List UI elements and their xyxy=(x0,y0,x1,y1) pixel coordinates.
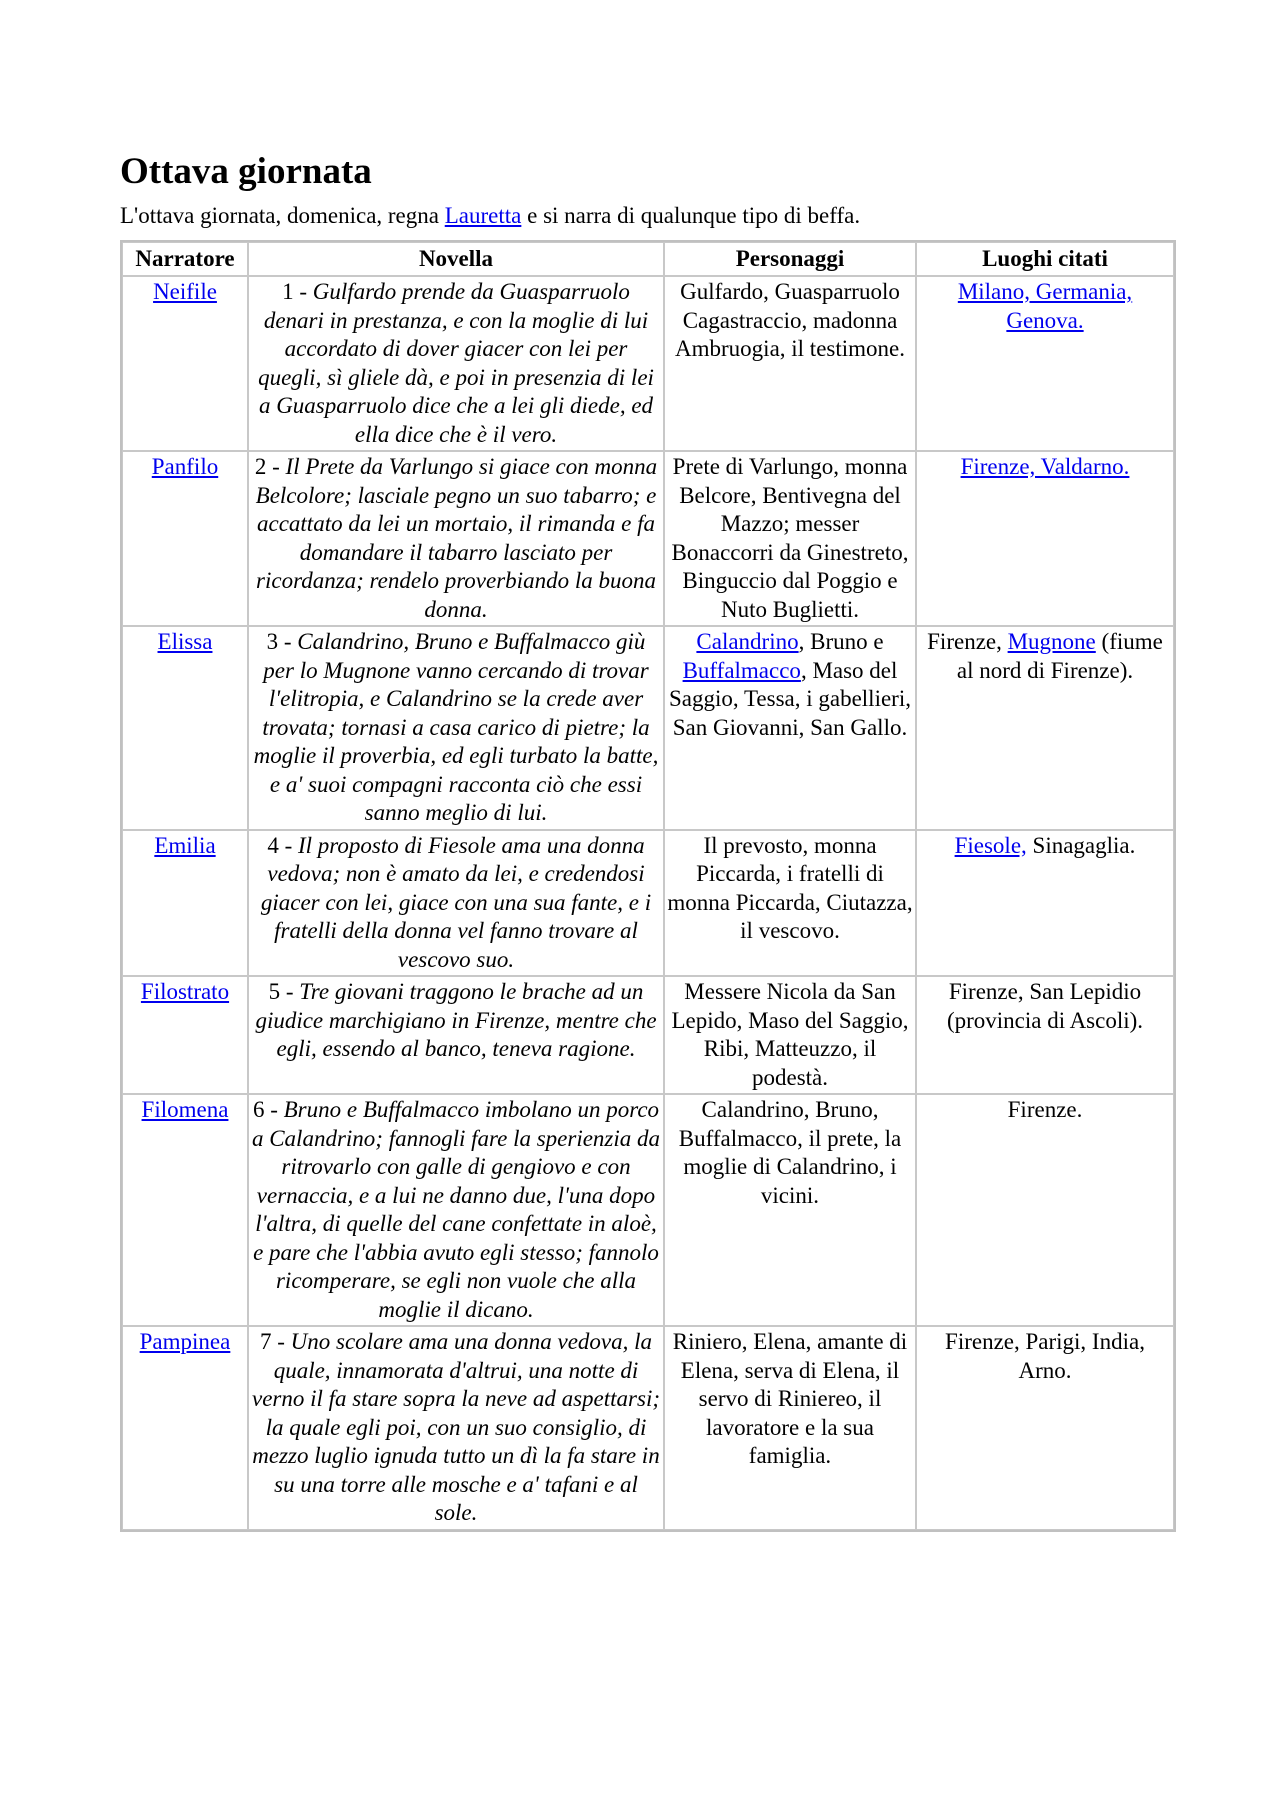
luoghi-cell: Firenze, San Lepidio (provincia di Ascoli). xyxy=(916,976,1174,1094)
mugnone-link[interactable]: Mugnone xyxy=(1007,629,1096,654)
narrator-cell xyxy=(122,1094,248,1326)
novella-number: 2 - xyxy=(254,454,286,479)
header-personaggi: Personaggi xyxy=(664,242,916,276)
page-title: Ottava giornata xyxy=(120,151,372,192)
table-row xyxy=(122,1094,1174,1326)
narrator-link[interactable]: Filomena xyxy=(141,1097,229,1122)
luoghi-text: (fiume al nord di Firenze). xyxy=(956,629,1163,683)
novella-text: Uno scolare ama una donna vedova, la quale, innamorata d'altrui, una notte di verno il fa stare sopra la neve ad aspettarsi; la quale egli poi, con un suo consiglio, di mezzo luglio ignuda tutto un dì la fa stare in su una torre alle mosche e a' tafani e al sole. xyxy=(252,1329,660,1525)
luoghi-cell xyxy=(916,626,1174,830)
luoghi-cell xyxy=(916,451,1174,626)
header-novella: Novella xyxy=(248,242,664,276)
narrator-cell xyxy=(122,830,248,977)
novella-text: Calandrino, Bruno e Buffalmacco giù per lo Mugnone vanno cercando di trovar l'elitropia, e Calandrino se la crede aver trovata; tornasi a casa carico di pietre; la moglie il proverbia, ed egli turbato la batte, e a' suoi compagni racconta ciò che essi sanno meglio di lui. xyxy=(253,629,659,825)
novelle-table xyxy=(120,240,1176,1532)
fiesole-link[interactable]: Fiesole, xyxy=(954,832,1027,858)
novella-cell xyxy=(248,276,664,451)
novella-number: 4 - xyxy=(267,832,298,858)
narrator-link[interactable]: Emilia xyxy=(154,832,216,858)
document-page xyxy=(120,150,1172,1532)
header-narratore: Narratore xyxy=(122,242,248,276)
lauretta-link[interactable]: Lauretta xyxy=(444,203,522,228)
novella-cell xyxy=(248,451,664,626)
luoghi-text: Firenze, xyxy=(927,629,1008,654)
intro-text: L'ottava giornata, domenica, regna xyxy=(120,203,445,228)
calandrino-link[interactable]: Calandrino xyxy=(696,629,799,654)
novella-number: 1 - xyxy=(282,279,313,304)
luoghi-link[interactable]: Milano, Germania, Genova. xyxy=(957,279,1133,333)
novella-text: Il Prete da Varlungo si giace con monna Belcolore; lasciale pegno un suo tabarro; e accattato da lei un mortaio, il rimanda e fa domandare il tabarro lasciato per ricordanza; rendelo proverbiando la buona donna. xyxy=(255,454,658,622)
luoghi-text: Sinagaglia. xyxy=(1026,832,1136,858)
luoghi-cell xyxy=(916,830,1174,977)
intro-text-end: e si narra di qualunque tipo di beffa. xyxy=(521,203,861,228)
narrator-cell xyxy=(122,1326,248,1530)
novella-cell xyxy=(248,626,664,830)
novella-number: 3 - xyxy=(266,629,298,654)
novella-cell xyxy=(248,830,664,977)
narrator-cell xyxy=(122,276,248,451)
luoghi-link[interactable]: Firenze, Valdarno. xyxy=(960,454,1130,479)
table-row xyxy=(122,276,1174,451)
buffalmacco-link[interactable]: Buffalmacco xyxy=(682,657,801,683)
novella-text: Gulfardo prende da Guasparruolo denari in prestanza, e con la moglie di lui accordato di dover giacer con lei per quegli, sì gliele dà, e poi in presenzia di lei a Guasparruolo dice che a lei gli diede, ed ella dice che è il vero. xyxy=(258,279,654,447)
novella-text: Tre giovani traggono le brache ad un giudice marchigiano in Firenze, mentre che egli, essendo al banco, teneva ragione. xyxy=(255,979,657,1061)
narrator-link[interactable]: Neifile xyxy=(153,279,217,304)
narrator-link[interactable]: Pampinea xyxy=(139,1329,231,1354)
luoghi-cell: Firenze, Parigi, India, Arno. xyxy=(916,1326,1174,1530)
intro-paragraph xyxy=(120,202,1172,230)
table-row xyxy=(122,1326,1174,1530)
novella-cell xyxy=(248,976,664,1094)
narrator-cell xyxy=(122,451,248,626)
personaggi-cell xyxy=(664,626,916,830)
narrator-cell xyxy=(122,976,248,1094)
header-luoghi: Luoghi citati xyxy=(916,242,1174,276)
novella-number: 6 - xyxy=(252,1097,284,1122)
table-row xyxy=(122,976,1174,1094)
novella-text: Bruno e Buffalmacco imbolano un porco a Calandrino; fannogli fare la sperienzia da ritrovarlo con galle di gengiovo e con vernaccia, e a lui ne danno due, l'una dopo l'altra, di quelle del cane confettate in aloè, e pare che l'abbia avuto egli stesso; fannolo ricomperare, se egli non vuole che alla moglie il dicano. xyxy=(251,1097,661,1322)
table-row xyxy=(122,830,1174,977)
personaggi-cell: Prete di Varlungo, monna Belcore, Bentivegna del Mazzo; messer Bonaccorri da Ginestreto, Binguccio dal Poggio e Nuto Buglietti. xyxy=(664,451,916,626)
personaggi-cell: Calandrino, Bruno, Buffalmacco, il prete, la moglie di Calandrino, i vicini. xyxy=(664,1094,916,1326)
narrator-link[interactable]: Panfilo xyxy=(151,454,219,479)
novella-number: 7 - xyxy=(259,1329,291,1354)
personaggi-cell: Gulfardo, Guasparruolo Cagastraccio, madonna Ambruogia, il testimone. xyxy=(664,276,916,451)
luoghi-cell: Firenze. xyxy=(916,1094,1174,1326)
novella-number: 5 - xyxy=(268,979,300,1004)
novella-cell xyxy=(248,1326,664,1530)
table-row xyxy=(122,451,1174,626)
personaggi-cell: Messere Nicola da San Lepido, Maso del Saggio, Ribi, Matteuzzo, il podestà. xyxy=(664,976,916,1094)
personaggi-cell: Riniero, Elena, amante di Elena, serva di Elena, il servo di Riniereo, il lavoratore e la sua famiglia. xyxy=(664,1326,916,1530)
table-row xyxy=(122,626,1174,830)
table-header-row xyxy=(122,242,1174,276)
narrator-link[interactable]: Filostrato xyxy=(140,979,230,1004)
personaggi-text: , Bruno e xyxy=(798,629,884,654)
narrator-cell xyxy=(122,626,248,830)
personaggi-text: , Maso del Saggio, Tessa, i gabellieri, San Giovanni, San Gallo. xyxy=(669,657,911,740)
luoghi-cell xyxy=(916,276,1174,451)
novella-text: Il proposto di Fiesole ama una donna vedova; non è amato da lei, e credendosi giacer con lei, giace con una sua fante, e i fratelli della donna vel fanno trovare al vescovo suo. xyxy=(260,832,652,972)
novella-cell xyxy=(248,1094,664,1326)
narrator-link[interactable]: Elissa xyxy=(157,629,213,654)
personaggi-cell: Il prevosto, monna Piccarda, i fratelli di monna Piccarda, Ciutazza, il vescovo. xyxy=(664,830,916,977)
